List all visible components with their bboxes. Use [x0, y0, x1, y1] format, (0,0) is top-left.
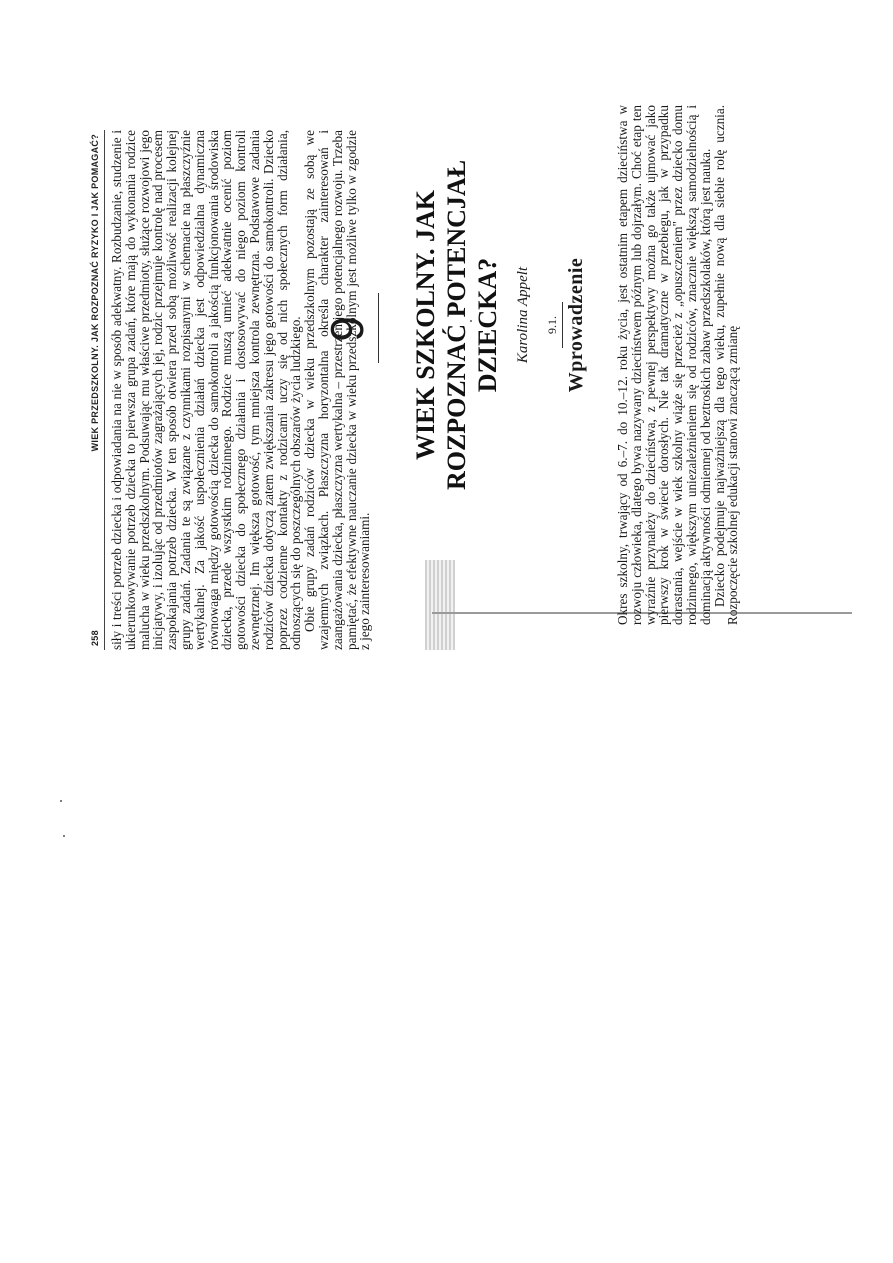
chapter-number: 9 [321, 316, 373, 342]
chapter-rule [378, 293, 379, 363]
running-title: WIEK PRZEDSZKOLNY. JAK ROZPOZNAĆ RYZYKO I JAK POMAGAĆ? [90, 134, 100, 452]
page-number: 258 [90, 630, 100, 646]
paragraph: Obie grupy zadań rodziców dziecka w wieku przedszkolnym pozostają ze sobą we wzajemnych związkach. Płaszczyzna horyzontalna określa charakter zainteresowań i zaangażowania dziecka, płaszczyzna wertykalna – przestrzeń jego potencjalnego rozwoju. Trzeba pamiętać, że efektywne nauczanie dziecka w wieku przedszkolnym jest możliwe tylko w zgodzie z jego zainteresowaniami. [302, 130, 373, 650]
section-rule [562, 302, 563, 348]
paragraph: Okres szkolny, trwający od 6.–7. do 10.–12. roku życia, jest ostatnim etapem dzieciństwa w rozwoju człowieka, dlatego bywa nazywany dzieciństwem późnym lub dojrzałym. Choć etap ten wyraźnie przynależy do dzieciństwa, z pewnej perspektywy można go także ujmować jako pierwszy krok w świecie dorosłych. Nie tak dramatyczne w przebiegu, jak w przypadku dorastania, wejście w wiek szkolny wiąże się przecież z „opuszczeniem" przez dziecko domu rodzinnego, większym uniezależnieniem się od rodziców, znacznie większą samodzielnością i dominacją aktywności odmiennej od beztroskich zabaw przedszkolaków, którą jest nauka. [615, 105, 713, 625]
section-title: Wprowadzenie [565, 257, 587, 393]
chapter-title: WIEK SZKOLNY. JAK ROZPOZNAĆ POTENCJAŁ DZIECKA? [411, 159, 502, 491]
book-gutter [425, 560, 455, 650]
right-body-text [616, 105, 740, 625]
running-head-rule [104, 130, 105, 650]
section-number: 9.1. [545, 316, 559, 334]
paragraph: siły i treści potrzeb dziecka i odpowiadania na nie w sposób adekwatny. Rozbudzanie, studzenie i ukierunkowywanie potrzeb dziecka to pierwsza grupa zadań, które mają do wykonania rodzice malucha w wieku przedszkolnym. Podsuwając mu właściwe przedmioty, służące rozwojowi jego inicjatywy, i izolując od przedmiotów zagrażających jej, rodzic przejmuje kontrolę nad procesem zaspokajania potrzeb dziecka. W ten sposób otwiera przed sobą możliwość realizacji kolejnej grupy zadań. Zadania te są związane z czynnikami rozpisanymi w schemacie na płaszczyźnie wertykalnej. Za jakość uspołecznienia działań dziecka jest odpowiedzialna dynamiczna równowaga między gotowością dziecka do samokontroli a jakością funkcjonowania środowiska dziecka, przede wszystkim rodzinnego. Rodzice muszą umieć adekwatnie ocenić poziom gotowości dziecka do społecznego działania i dostosowywać do niego poziom kontroli zewnętrznej. Im większa gotowość, tym mniejsza kontrola zewnętrzna. Podstawowe zadania rodziców dziecka dotyczą zatem zwiększania zakresu jego gotowości do samokontroli. Dziecko poprzez codzienne kontakty z rodzicami uczy się od nich społecznych form działania, odnoszących się do poszczególnych obszarów życia ludzkiego. [109, 130, 304, 650]
author-name: Karolina Appelt [515, 266, 531, 364]
paragraph: Dziecko podejmuje najważniejszą dla tego wieku, zupełnie nową dla siebie rolę ucznia. Rozpoczęcie szkolnej edukacji stanowi znaczącą zmianę [711, 105, 741, 625]
left-body-text [110, 130, 372, 650]
